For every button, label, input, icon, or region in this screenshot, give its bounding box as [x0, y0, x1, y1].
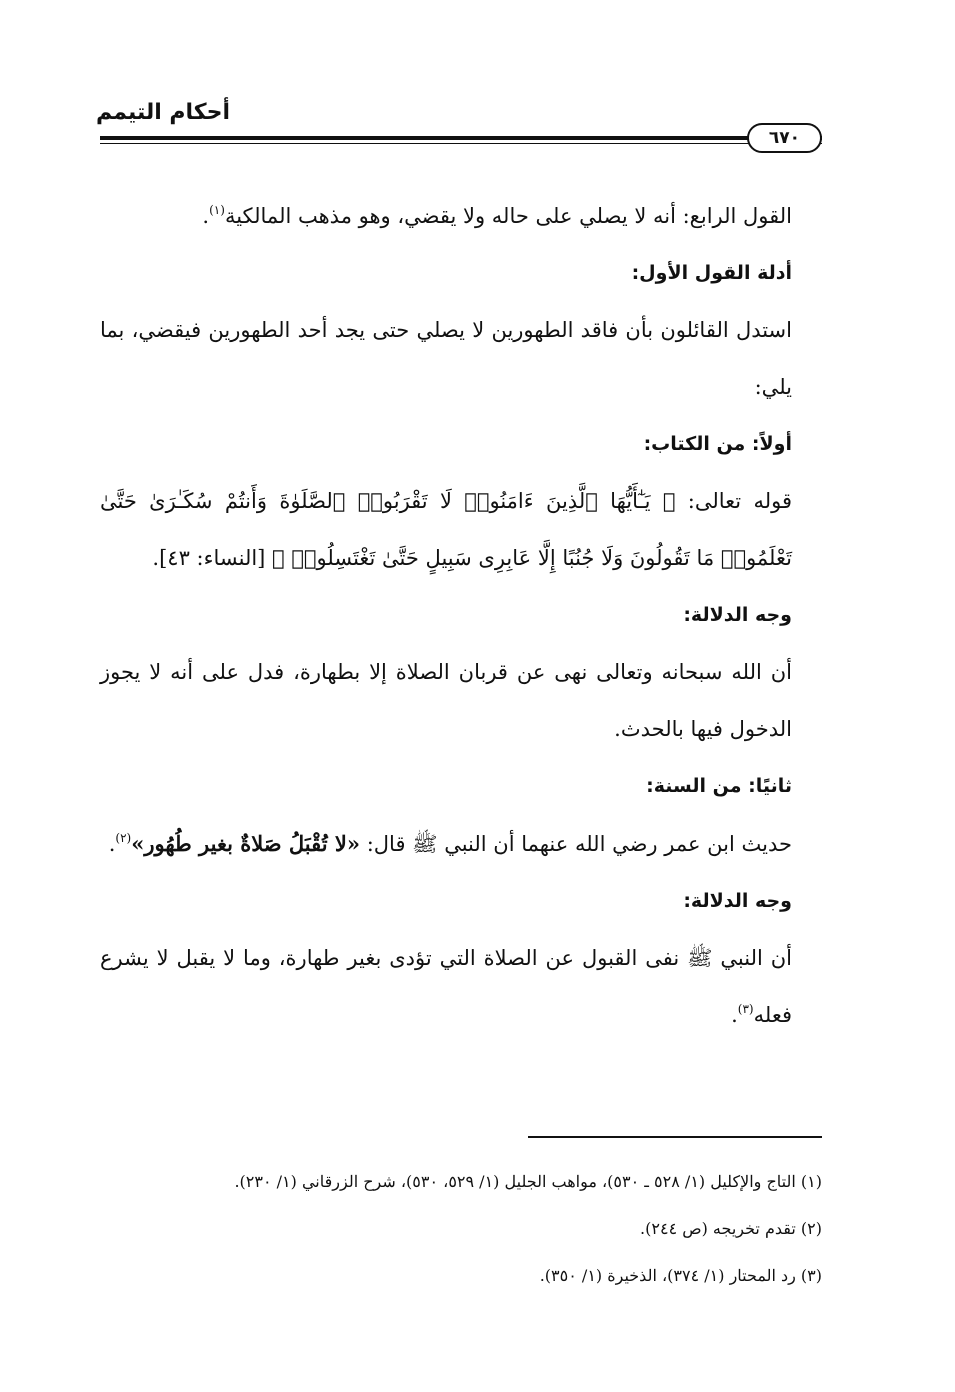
- footnote-ref: (١): [209, 203, 225, 217]
- footnote-separator: [528, 1136, 822, 1138]
- header-rule-thick: [100, 136, 822, 140]
- page-number: ٦٧٠: [747, 123, 822, 153]
- paragraph-text: القول الرابع: أنه لا يصلي على حاله ولا يقضي، وهو مذهب المالكية: [224, 204, 792, 228]
- heading-point-of-evidence: وجه الدلالة:: [683, 604, 792, 626]
- footnotes: [110, 1158, 822, 1299]
- paragraph-hadith: [100, 815, 792, 873]
- footnote-ref: (٣): [737, 1002, 754, 1016]
- paragraph-end: .: [731, 1003, 738, 1027]
- paragraph-fourth-opinion: [100, 188, 792, 245]
- footnote-3: (٣) رد المحتار (١/ ٣٧٤)، الذخيرة (١/ ٣٥٠).: [539, 1266, 822, 1285]
- paragraph-quran-verse: قوله تعالى: ﴿ يَـٰٓأَيُّهَا ٱلَّذِينَ ءَامَنُوا۟ لَا تَقْرَبُوا۟ ٱلصَّلَوٰةَ وَأَنتُمْ سُكَـٰرَىٰ حَتَّىٰ تَعْلَمُوا۟ مَا تَقُولُونَ وَلَا جُنُبًا إِلَّا عَابِرِى سَبِيلٍ حَتَّىٰ تَغْتَسِلُوا۟ ﴾ [النساء: ٤٣].: [100, 489, 792, 570]
- paragraph-text: أن النبي ﷺ نفى القبول عن الصلاة التي تؤدى بغير طهارة، وما لا يقبل لا يشرع فعله: [100, 946, 792, 1027]
- paragraph-end: .: [202, 204, 210, 228]
- heading-from-quran: أولاً: من الكتاب:: [643, 433, 792, 455]
- running-title: أحكام التيمم: [96, 100, 230, 125]
- header-rule-thin: [100, 143, 822, 144]
- hadith-quote: «لا تُقْبَلُ صَلاةٌ بغير طُهُور»: [131, 831, 361, 856]
- heading-point-of-evidence-2: وجه الدلالة:: [683, 890, 792, 912]
- paragraph-quran-evidence: أن الله سبحانه وتعالى نهى عن قربان الصلاة إلا بطهارة، فدل على أنه لا يجوز الدخول فيها بالحدث.: [100, 660, 792, 741]
- page-header: [96, 96, 822, 166]
- paragraph-text: حديث ابن عمر رضي الله عنهما أن النبي ﷺ قال:: [360, 832, 792, 856]
- footnote-1: (١) التاج والإكليل (١/ ٥٢٨ ـ ٥٣٠)، مواهب الجليل (١/ ٥٢٩، ٥٣٠)، شرح الزرقاني (١/ ٢٣٠).: [234, 1172, 822, 1191]
- heading-first-opinion-evidence: أدلة القول الأول:: [631, 262, 792, 284]
- paragraph-hadith-evidence: [100, 930, 792, 1044]
- main-text: [100, 188, 792, 1044]
- paragraph-evidence-intro: استدل القائلون بأن فاقد الطهورين لا يصلي حتى يجد أحد الطهورين فيقضي، بما يلي:: [100, 318, 792, 399]
- footnote-2: (٢) تقدم تخريجه (ص ٢٤٤).: [640, 1219, 822, 1238]
- heading-from-sunnah: ثانيًا: من السنة:: [646, 775, 792, 797]
- footnote-ref: (٢): [115, 831, 132, 845]
- paragraph-end: .: [108, 832, 116, 856]
